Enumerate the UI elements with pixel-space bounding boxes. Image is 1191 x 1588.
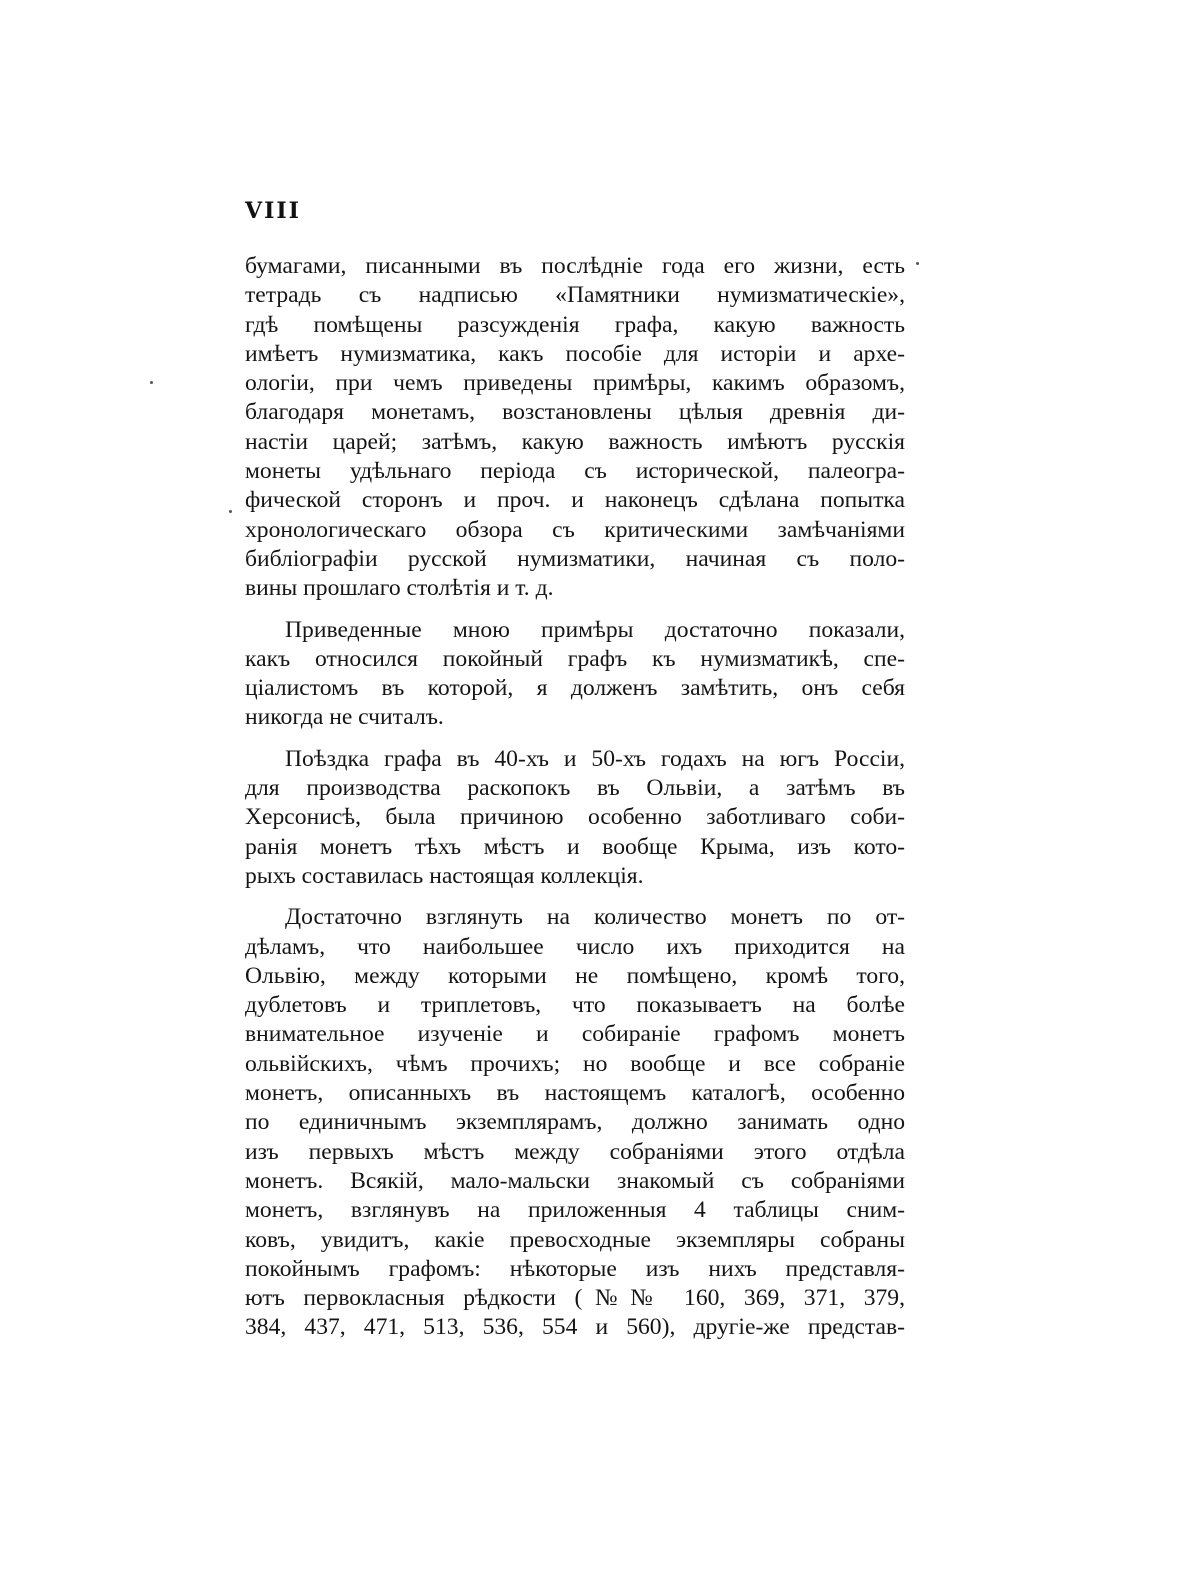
text-line: Приведенные мною примѣры достаточно показали, [285,616,905,643]
text-line: рыхъ составилась настоящая коллекція. [245,862,644,889]
text-line: монетъ, описанныхъ въ настоящемъ каталогѣ, особенно [245,1080,905,1107]
text-line: для производства раскопокъ въ Ольвіи, а затѣмъ въ [245,775,905,802]
text-line: ковъ, увидитъ, какіе превосходные экземпляры собраны [245,1226,905,1253]
text-line: монетъ. Всякій, мало-мальски знакомый съ собраніями [245,1167,905,1194]
text-line: настіи царей; затѣмъ, какую важность имѣютъ русскія [245,428,905,455]
text-line: монеты удѣльнаго періода съ исторической, палеогра- [245,458,905,485]
text-line: гдѣ помѣщены разсужденія графа, какую важность [245,311,905,338]
text-line: ольвійскихъ, чѣмъ прочихъ; но вообще и все собраніе [245,1050,905,1077]
text-line: ціалистомъ въ которой, я долженъ замѣтить, онъ себя [245,675,905,702]
scan-speck [916,262,919,265]
scan-speck [229,510,232,513]
text-line: вины прошлаго столѣтія и т. д. [245,575,554,602]
text-line: Достаточно взглянуть на количество монетъ по от- [285,904,905,931]
text-line: тетрадь съ надписью «Памятники нумизматическіе», [245,282,905,309]
text-line: какъ относился покойный графъ къ нумизматикѣ, спе- [245,645,905,672]
text-line: дѣламъ, что наибольшее число ихъ приходится на [245,933,905,960]
text-line: никогда не считалъ. [245,704,444,731]
paragraph-4 [245,903,905,1342]
paragraph-2 [245,616,905,733]
text-line: 384, 437, 471, 513, 536, 554 и 560), другіе-же представ- [245,1314,905,1341]
text-line: хронологическаго обзора съ критическими замѣчаніями [245,516,905,543]
page-number: VIII [245,198,301,224]
text-line: Херсонисѣ, была причиною особенно заботливаго соби- [245,804,905,831]
text-line: ранія монетъ тѣхъ мѣстъ и вообще Крыма, изъ кото- [245,833,905,860]
text-line: ютъ первокласныя рѣдкости (№№ 160, 369, 371, 379, [245,1285,905,1312]
text-line: по единичнымъ экземплярамъ, должно занимать одно [245,1109,905,1136]
text-line: монетъ, взглянувъ на приложенныя 4 таблицы сним- [245,1197,905,1224]
text-line: изъ первыхъ мѣстъ между собраніями этого отдѣла [245,1138,905,1165]
text-line: библіографіи русской нумизматики, начиная съ поло- [245,545,905,572]
paragraph-1 [245,252,905,604]
scan-speck [150,381,153,384]
body-text [245,252,905,1343]
text-line: имѣетъ нумизматика, какъ пособіе для исторіи и архе- [245,340,905,367]
text-line: ологіи, при чемъ приведены примѣры, какимъ образомъ, [245,370,905,397]
text-line: Ольвію, между которыми не помѣщено, кромѣ того, [245,962,905,989]
text-line: дублетовъ и триплетовъ, что показываетъ на болѣе [245,992,905,1019]
text-line: покойнымъ графомъ: нѣкоторые изъ нихъ представля- [245,1255,905,1282]
paragraph-3 [245,745,905,891]
text-line: Поѣздка графа въ 40-хъ и 50-хъ годахъ на югъ Россіи, [285,745,905,772]
text-line: бумагами, писанными въ послѣдніе года его жизни, есть [245,253,905,279]
text-line: фической сторонъ и проч. и наконецъ сдѣлана попытка [245,487,905,514]
text-line: внимательное изученіе и собираніе графомъ монетъ [245,1021,905,1048]
text-line: благодаря монетамъ, возстановлены цѣлыя древнія ди- [245,399,905,426]
